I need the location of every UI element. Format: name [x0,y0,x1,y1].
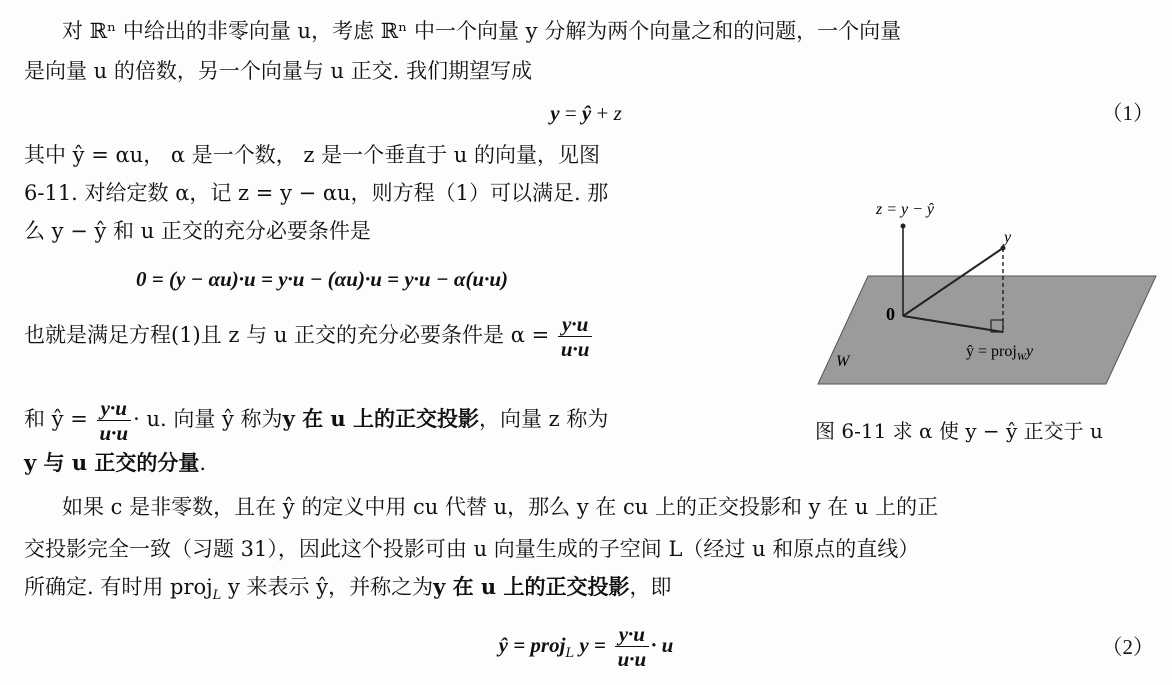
eq1-z: z [613,101,622,125]
paragraph4-line2: 交投影完全一致（习题 31），因此这个投影可由 u 向量生成的子空间 L（经过 u 和原点的直线） [24,537,920,561]
eq1-yhat: ŷ [581,101,592,125]
figure-caption: 图 6-11 求 α 使 y − ŷ 正交于 u [815,419,1103,443]
alpha-frac-num: y·u [558,312,593,337]
eq2-fraction [615,622,650,671]
equation-1-number: （1） [1101,101,1154,125]
paragraph3-line1 [24,312,594,361]
p3-line2-suffix: · u. 向量 ŷ 称为 [133,407,283,431]
p4-line3-sub: L [212,588,222,604]
label-yhat-sub: W [1016,351,1026,363]
label-origin: 0 [886,304,895,324]
figure-6-11 [806,196,1166,446]
label-yhat-tail: y [1025,343,1034,360]
paragraph4-line3 [24,570,671,613]
paragraph2-line1: 其中 ŷ = αu， α 是一个数， z 是一个垂直于 u 的向量，见图 [24,143,601,167]
paragraph3-line3 [24,446,206,480]
eq1-plus: + [591,101,614,125]
equation-1 [0,96,1172,130]
condition-text: 0 = (y − αu)·u = y·u − (αu)·u = y·u − α(u·u) [136,267,509,291]
label-y: y [1004,229,1012,246]
yhat-fraction [97,396,132,445]
p4-line3-mid: y 来表示 ŷ，并称之为 [221,575,434,599]
yhat-frac-den: u·u [99,421,129,445]
eq1-equals: = [559,101,582,125]
alpha-frac-den: u·u [560,337,590,361]
eq2-sub: L [565,646,575,662]
label-z: z = y − ŷ [876,201,935,218]
paragraph1-line1: 对 ℝⁿ 中给出的非零向量 u，考虑 ℝⁿ 中一个向量 y 分解为两个向量之和的问题，一个向量 [62,19,902,43]
paragraph4-line1: 如果 c 是非零数，且在 ŷ 的定义中用 cu 代替 u，那么 y 在 cu 上的正交投影和 y 在 u 上的正 [62,495,939,519]
eq2-frac-den: u·u [617,647,647,671]
p3-line2-tail: ，向量 z 称为 [478,407,609,431]
p4-line3-prefix: 所确定. 有时用 proj [24,575,213,599]
term-orthogonal-projection: y 在 u 上的正交投影 [282,406,479,431]
term-orthogonal-component: y 与 u 正交的分量 [24,450,200,475]
paragraph1-line2: 是向量 u 的倍数，另一个向量与 u 正交. 我们期望写成 [24,59,533,83]
equation-2 [0,622,1172,671]
label-W: W [836,353,850,370]
label-yhat-main: ŷ = proj [966,343,1017,360]
paragraph3-line2 [24,396,608,445]
alpha-fraction [558,312,593,361]
equation-2-number: （2） [1101,635,1154,659]
p3-line1-prefix: 也就是满足方程(1)且 z 与 u 正交的充分必要条件是 α = [24,323,550,347]
eq2-tail: · u [651,633,674,657]
eq2-lhs: ŷ = proj [498,633,566,657]
eq2-mid: y = [574,633,606,657]
term-projection-L: y 在 u 上的正交投影 [433,574,630,599]
paragraph2-line2: 6-11. 对给定数 α，记 z = y − αu，则方程（1）可以满足. 那 [24,181,609,205]
yhat-frac-num: y·u [97,396,132,421]
p4-line3-tail: ，即 [629,575,672,599]
paragraph2-line3: 么 y − ŷ 和 u 正交的充分必要条件是 [24,219,371,243]
vector-z-tip [901,224,906,229]
eq1-y: y [550,101,560,125]
figure-diagram [806,196,1166,446]
p3-line3-tail: . [199,451,207,475]
p3-line2-prefix: 和 ŷ = [24,407,88,431]
equation-condition [136,262,508,296]
eq2-frac-num: y·u [615,622,650,647]
